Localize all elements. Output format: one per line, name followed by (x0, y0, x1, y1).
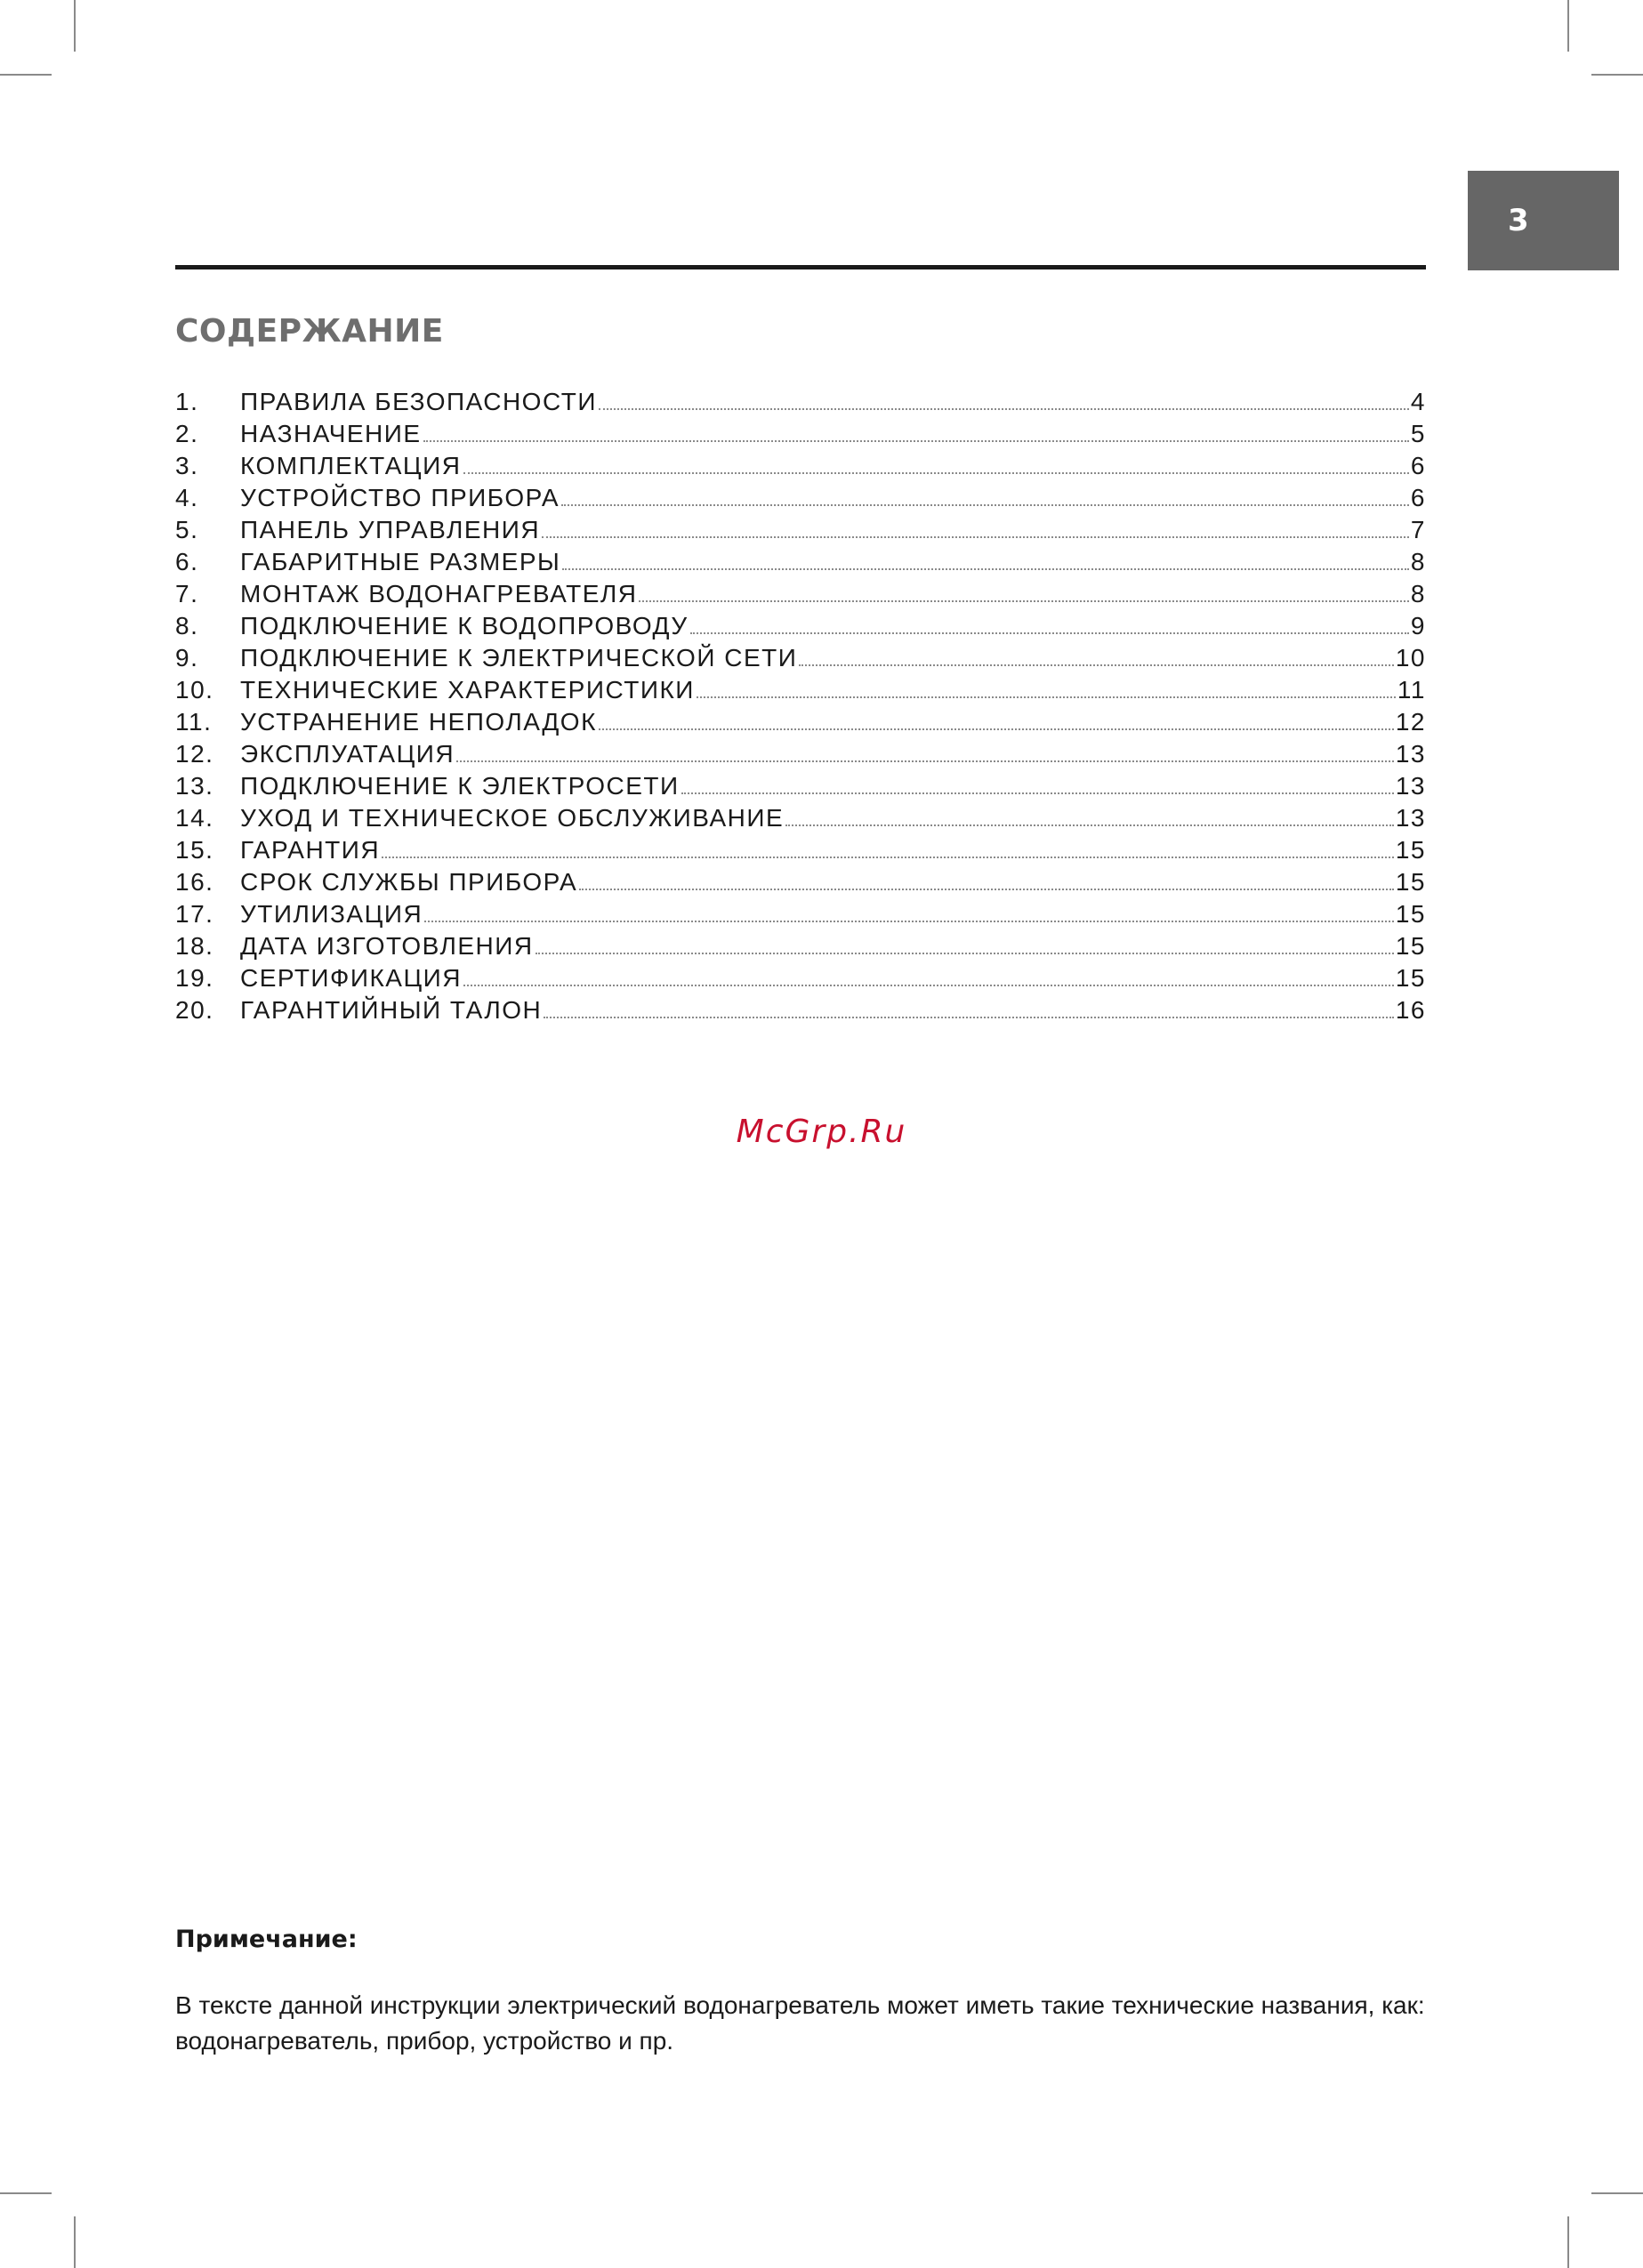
toc-entry-number: 1. (175, 388, 199, 415)
toc-entry[interactable] (175, 994, 1426, 1026)
toc-entry-number: 2. (175, 420, 199, 447)
toc-entry-label: УТИЛИЗАЦИЯ (240, 900, 423, 928)
crop-mark (0, 74, 52, 76)
toc-entry-label: ПОДКЛЮЧЕНИЕ К ЭЛЕКТРИЧЕСКОЙ СЕТИ (240, 644, 798, 672)
crop-mark (74, 2216, 76, 2268)
note-title: Примечание: (175, 1926, 358, 1953)
toc-entry[interactable] (175, 546, 1426, 578)
toc-entry-page: 12 (1395, 708, 1426, 736)
toc-dot-leader (697, 696, 1396, 698)
header-rule (175, 265, 1426, 269)
toc-entry-number: 8. (175, 612, 199, 639)
toc-entry-page: 13 (1395, 772, 1426, 800)
toc-entry-number: 13. (175, 772, 214, 800)
toc-entry-label: СЕРТИФИКАЦИЯ (240, 964, 462, 992)
toc-entry-number: 6. (175, 548, 199, 575)
crop-mark (1567, 2216, 1569, 2268)
toc-dot-leader (463, 472, 1409, 474)
toc-dot-leader (599, 728, 1394, 730)
toc-entry[interactable] (175, 930, 1426, 962)
crop-mark (0, 2192, 52, 2194)
toc-dot-leader (536, 953, 1394, 954)
toc-entry-page: 6 (1410, 484, 1426, 511)
toc-dot-leader (542, 536, 1409, 538)
toc-entry[interactable] (175, 578, 1426, 610)
toc-entry[interactable] (175, 642, 1426, 674)
toc-entry-label: ЭКСПЛУАТАЦИЯ (240, 740, 455, 768)
toc-entry[interactable] (175, 514, 1426, 546)
toc-entry-page: 15 (1395, 964, 1426, 992)
toc-entry-number: 18. (175, 932, 214, 960)
toc-entry-page: 10 (1395, 644, 1426, 672)
toc-dot-leader (690, 632, 1409, 634)
toc-dot-leader (424, 921, 1394, 922)
toc-dot-leader (562, 568, 1409, 570)
toc-entry[interactable] (175, 706, 1426, 738)
toc-entry-page: 15 (1395, 900, 1426, 928)
toc-entry-label: ДАТА ИЗГОТОВЛЕНИЯ (240, 932, 534, 960)
toc-entry-label: ПАНЕЛЬ УПРАВЛЕНИЯ (240, 516, 541, 543)
toc-entry-number: 11. (175, 708, 213, 736)
toc-entry-number: 15. (175, 836, 214, 864)
toc-entry-page: 11 (1397, 676, 1426, 704)
toc-entry-label: ПОДКЛЮЧЕНИЕ К ЭЛЕКТРОСЕТИ (240, 772, 680, 800)
toc-entry-number: 20. (175, 996, 214, 1024)
toc-entry[interactable] (175, 610, 1426, 642)
toc-entry-label: СРОК СЛУЖБЫ ПРИБОРА (240, 868, 578, 896)
toc-dot-leader (382, 857, 1394, 858)
toc-entry[interactable] (175, 674, 1426, 706)
toc-dot-leader (639, 600, 1408, 602)
note-text: В тексте данной инструкции электрический водонагреватель может иметь такие технические названия, как: водонагреватель, прибор, устройство и пр. (175, 1991, 1425, 2055)
toc-entry-page: 15 (1395, 932, 1426, 960)
toc-dot-leader (423, 440, 1409, 442)
toc-dot-leader (579, 889, 1394, 890)
page-number: 3 (1508, 203, 1529, 238)
toc-entry[interactable] (175, 418, 1426, 450)
toc-entry-number: 9. (175, 644, 199, 672)
toc-entry[interactable] (175, 482, 1426, 514)
toc-entry-number: 3. (175, 452, 199, 479)
toc-entry[interactable] (175, 386, 1426, 418)
toc-entry-label: НАЗНАЧЕНИЕ (240, 420, 422, 447)
toc-entry[interactable] (175, 738, 1426, 770)
toc-entry-page: 6 (1410, 452, 1426, 479)
toc-entry-label: ПРАВИЛА БЕЗОПАСНОСТИ (240, 388, 597, 415)
toc-entry[interactable] (175, 866, 1426, 898)
toc-entry[interactable] (175, 770, 1426, 802)
toc-entry-label: ПОДКЛЮЧЕНИЕ К ВОДОПРОВОДУ (240, 612, 689, 639)
toc-entry-number: 17. (175, 900, 214, 928)
toc-dot-leader (544, 1017, 1394, 1018)
crop-mark (1591, 2192, 1643, 2194)
toc-entry-page: 4 (1410, 388, 1426, 415)
watermark: McGrp.Ru (736, 1114, 907, 1150)
toc-entry-page: 16 (1395, 996, 1426, 1024)
toc-entry-number: 10. (175, 676, 214, 704)
toc-title: СОДЕРЖАНИЕ (175, 313, 444, 350)
toc-entry[interactable] (175, 898, 1426, 930)
page-number-tab (1468, 171, 1619, 270)
toc-entry-label: ГАБАРИТНЫЕ РАЗМЕРЫ (240, 548, 561, 575)
crop-mark (1567, 0, 1569, 52)
toc-dot-leader (785, 824, 1394, 826)
toc-dot-leader (463, 985, 1394, 986)
toc-entry-number: 19. (175, 964, 214, 992)
toc-entry-number: 14. (175, 804, 214, 832)
toc-entry-number: 12. (175, 740, 214, 768)
toc-entry-page: 7 (1410, 516, 1426, 543)
toc-entry[interactable] (175, 962, 1426, 994)
toc-dot-leader (681, 792, 1394, 794)
toc-entry-number: 5. (175, 516, 199, 543)
toc-entry-page: 15 (1395, 836, 1426, 864)
toc-entry-label: УСТРОЙСТВО ПРИБОРА (240, 484, 560, 511)
toc-entry-label: ГАРАНТИЙНЫЙ ТАЛОН (240, 996, 543, 1024)
toc-entry-page: 8 (1410, 580, 1426, 607)
toc-entry-page: 9 (1410, 612, 1426, 639)
toc-dot-leader (561, 504, 1409, 506)
toc-entry-label: УСТРАНЕНИЕ НЕПОЛАДОК (240, 708, 597, 736)
toc-entry-label: КОМПЛЕКТАЦИЯ (240, 452, 462, 479)
toc-entry-page: 13 (1395, 740, 1426, 768)
toc-entry-label: ТЕХНИЧЕСКИЕ ХАРАКТЕРИСТИКИ (240, 676, 695, 704)
toc-entry-page: 5 (1410, 420, 1426, 447)
toc-entry-number: 4. (175, 484, 199, 511)
toc-entry-number: 16. (175, 868, 214, 896)
toc-entry[interactable] (175, 802, 1426, 834)
toc-entry[interactable] (175, 450, 1426, 482)
toc-entry-page: 13 (1395, 804, 1426, 832)
table-of-contents (175, 386, 1426, 1026)
crop-mark (74, 0, 76, 52)
toc-entry[interactable] (175, 834, 1426, 866)
crop-mark (1591, 74, 1643, 76)
toc-entry-page: 8 (1410, 548, 1426, 575)
toc-entry-label: МОНТАЖ ВОДОНАГРЕВАТЕЛЯ (240, 580, 638, 607)
toc-entry-page: 15 (1395, 868, 1426, 896)
toc-entry-number: 7. (175, 580, 199, 607)
toc-dot-leader (456, 760, 1394, 762)
toc-entry-label: УХОД И ТЕХНИЧЕСКОЕ ОБСЛУЖИВАНИЕ (240, 804, 785, 832)
toc-entry-label: ГАРАНТИЯ (240, 836, 381, 864)
toc-dot-leader (599, 408, 1409, 410)
toc-dot-leader (799, 664, 1393, 666)
